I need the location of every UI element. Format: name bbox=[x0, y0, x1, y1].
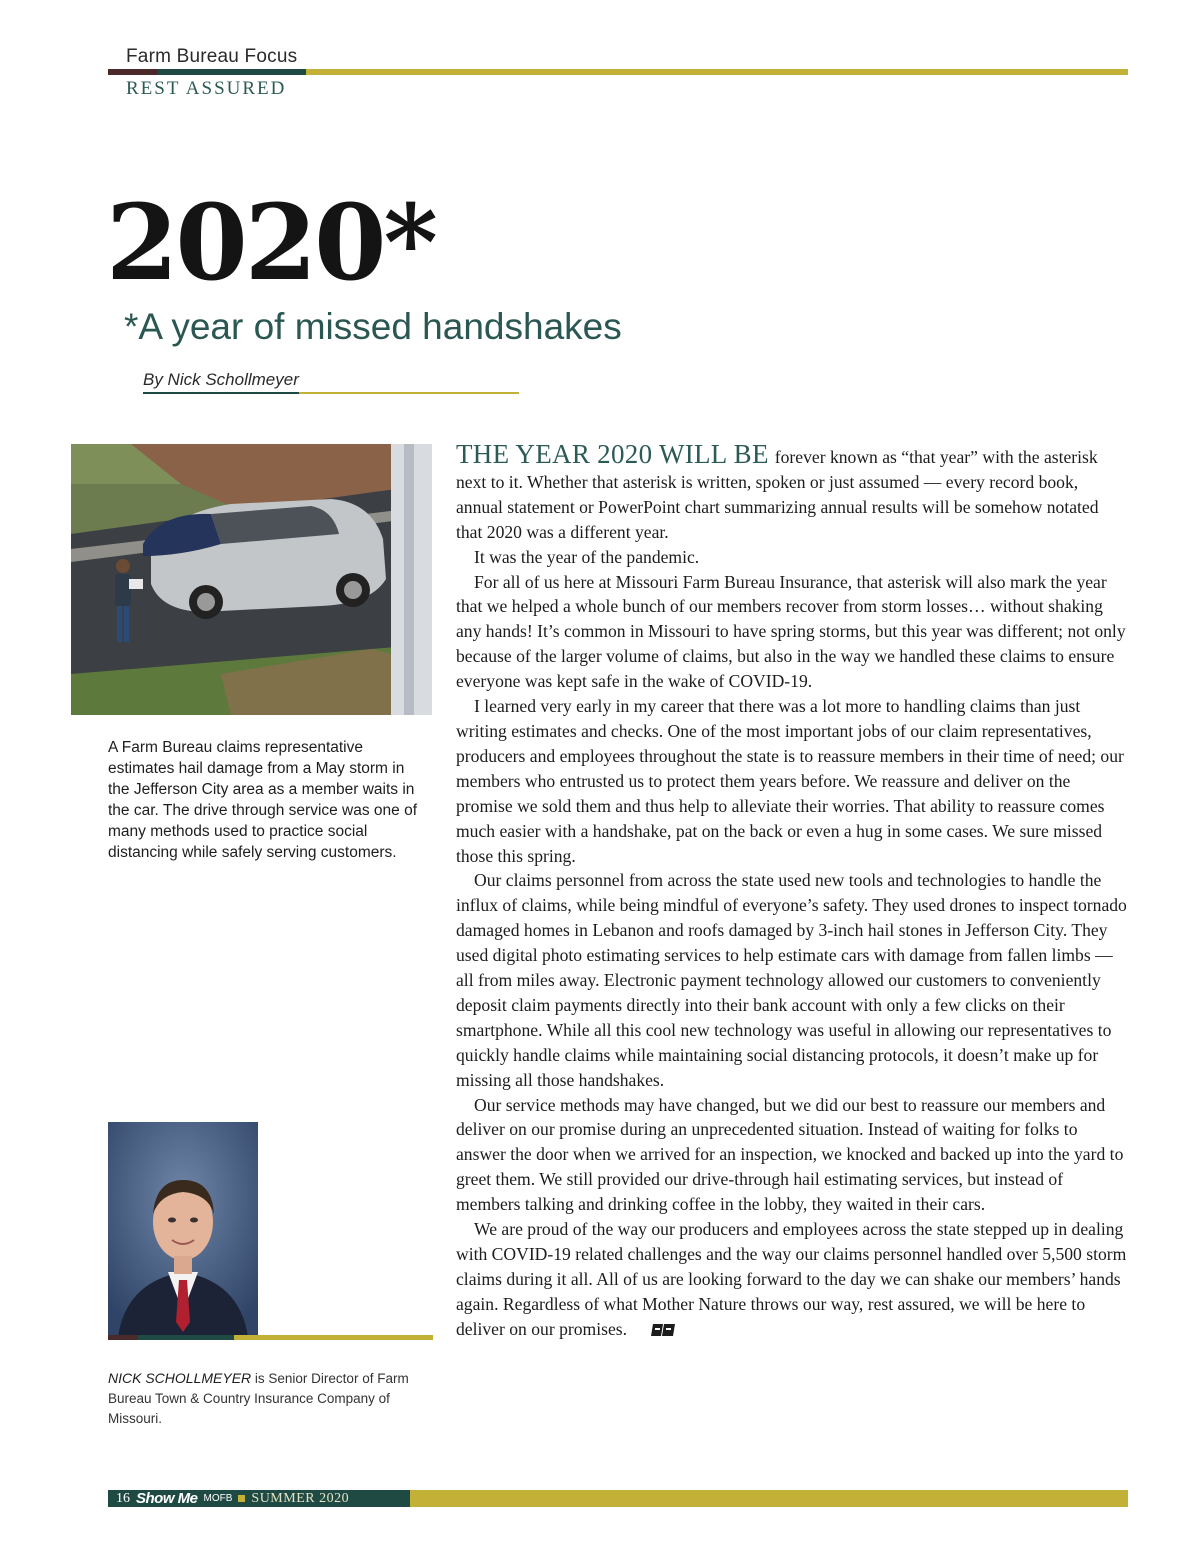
paragraph-6: Our service methods may have changed, but we did our best to reassure our members and deliver on our promise during an unprecedented situation. Instead of waiting for folks to answer the door when we arrived for an inspection, we knocked and backed up into the yard to greet them. We still provided our drive-through hail estimating services, but instead of members talking and drinking coffee in the lobby, they waited in their cars. bbox=[456, 1094, 1124, 1215]
magazine-name: Show Me bbox=[136, 1490, 198, 1507]
claims-photo bbox=[71, 444, 432, 715]
portrait-rule-accent-green bbox=[138, 1335, 234, 1340]
paragraph-1-text: forever known as “that year” with the asterisk next to it. Whether that asterisk is written, spoken or just assumed — every record book, annual statement or PowerPoint chart summarizing annual results will be somehow notated that 2020 was a different year. bbox=[456, 447, 1099, 542]
paragraph-3: For all of us here at Missouri Farm Bureau Insurance, that asterisk will also mark the year that we helped a whole bunch of our members recover from storm losses… without shaking any hands! It’s common in Missouri to have spring storms, but this year was different; not only because of the larger volume of claims, but also in the way we handled these claims to ensure everyone was kept safe in the wake of COVID-19. bbox=[456, 571, 1126, 692]
article-title: 2020* bbox=[106, 181, 435, 304]
paragraph-4: I learned very early in my career that there was a lot more to handling claims than just writing estimates and checks. One of the most important jobs of our claim representatives, producers and employees throughout the state is to reassure members in their time of need; our members who entrusted us to protect them years before. We reassure and deliver on the promise we sold them and thus help to alleviate their worries. That ability to reassure comes much easier with a handshake, pat on the back or even a hug in some cases. We sure missed those this spring. bbox=[456, 696, 1124, 866]
section-kicker: REST ASSURED bbox=[126, 78, 287, 99]
author-name: NICK SCHOLLMEYER bbox=[108, 1370, 252, 1386]
header-rule-accent-green bbox=[158, 69, 306, 75]
section-label: Farm Bureau Focus bbox=[126, 46, 298, 67]
paragraph-1 bbox=[456, 439, 1128, 545]
paragraph-7 bbox=[456, 1217, 1128, 1343]
issue-date: SUMMER 2020 bbox=[251, 1490, 350, 1506]
lead-in: THE YEAR 2020 WILL BE bbox=[456, 439, 769, 469]
article-subtitle: *A year of missed handshakes bbox=[124, 306, 622, 347]
portrait-rule-accent-dark bbox=[108, 1335, 138, 1340]
byline: By Nick Schollmeyer bbox=[143, 370, 299, 389]
footer-square-icon bbox=[238, 1495, 245, 1502]
paragraph-2: It was the year of the pandemic. bbox=[474, 546, 700, 567]
author-bio-text: is Senior Director of Farm Bureau Town & Country Insurance Company of Missouri. bbox=[108, 1371, 409, 1426]
byline-rule-accent bbox=[143, 392, 299, 394]
paragraph-5: Our claims personnel from across the state used new tools and technologies to handle the influx of claims, while being mindful of everyone’s safety. They used drones to inspect tornado damaged homes in Lebanon and roofs damaged by 3-inch hail stones in Jefferson City. They used digital photo estimating services to help estimate cars with damage from fallen limbs — all from miles away. Electronic payment technology allowed our customers to conveniently deposit claim payments directly into their bank account with only a few clicks on their smartphone. While all this cool new technology was useful in allowing our representatives to quickly handle claims while maintaining social distancing protocols, it doesn’t make up for missing all those handshakes. bbox=[456, 870, 1127, 1090]
author-bio bbox=[108, 1368, 433, 1429]
article-body bbox=[456, 439, 1128, 1343]
organization-name: MOFB bbox=[203, 1493, 233, 1504]
header-rule-accent-dark bbox=[108, 69, 158, 75]
footer bbox=[116, 1489, 349, 1508]
photo-caption: A Farm Bureau claims representative estimates hail damage from a May storm in the Jefferson City area as a member waits in the car. The drive through service was one of many methods used to practice social distancing while safely serving customers. bbox=[108, 739, 418, 861]
farm-bureau-end-mark-icon bbox=[633, 1318, 675, 1343]
author-portrait bbox=[108, 1122, 258, 1337]
paragraph-7-text: We are proud of the way our producers and employees across the state stepped up in dealing with COVID-19 related challenges and the way our claims personnel handled over 5,500 storm claims during it all. All of us are looking forward to the day we can shake our members’ hands again. Regardless of what Mother Nature throws our way, rest assured, we will be here to deliver on our promises. bbox=[456, 1219, 1127, 1339]
page-number: 16 bbox=[116, 1490, 130, 1506]
